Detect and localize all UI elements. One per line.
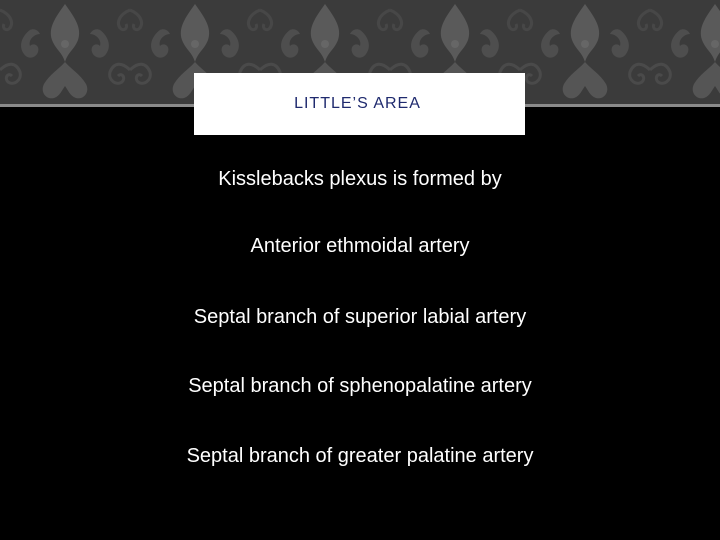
- slide-title: LITTLE’S AREA: [294, 95, 421, 112]
- list-item-anterior-ethmoidal: Anterior ethmoidal artery: [250, 235, 470, 257]
- title-box: [194, 73, 525, 135]
- list-item-superior-labial: Septal branch of superior labial artery: [193, 306, 527, 328]
- list-item-sphenopalatine: Septal branch of sphenopalatine artery: [188, 375, 532, 397]
- intro-line: Kisslebacks plexus is formed by: [218, 168, 502, 190]
- list-item-greater-palatine: Septal branch of greater palatine artery: [186, 445, 534, 467]
